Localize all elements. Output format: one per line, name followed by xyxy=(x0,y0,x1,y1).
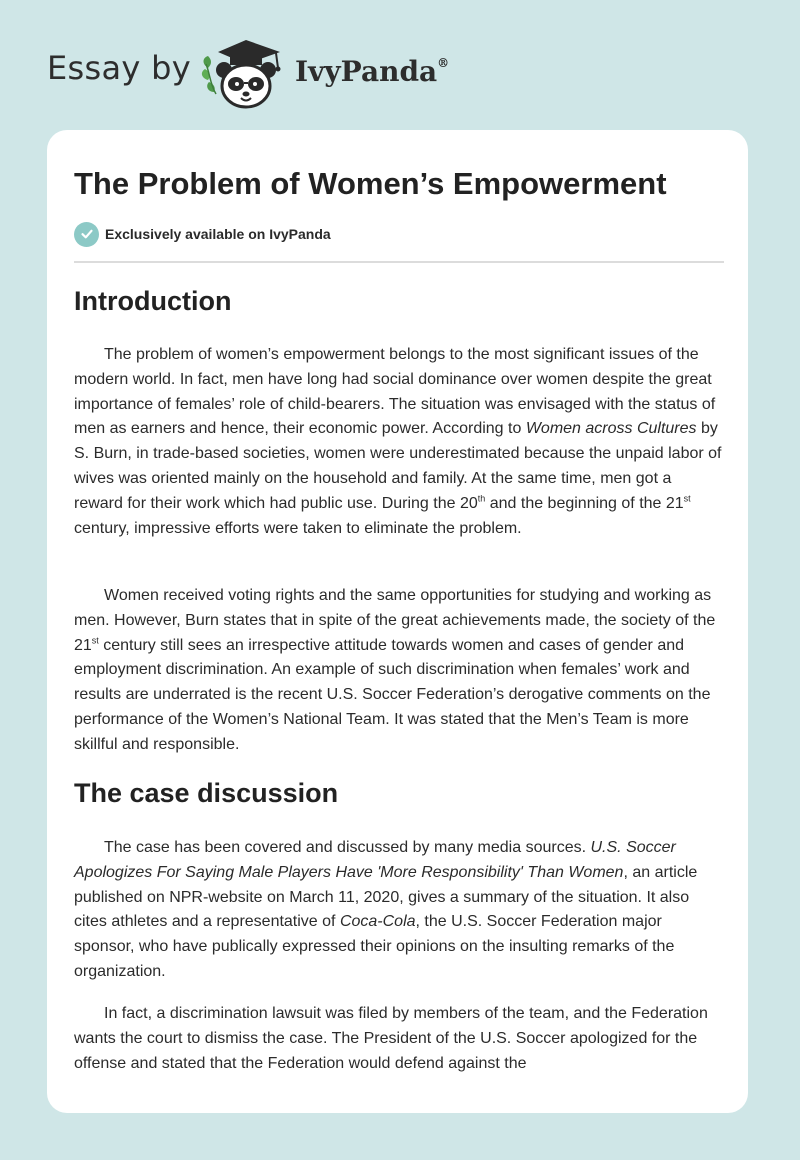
exclusive-badge xyxy=(74,221,331,247)
badge-label: Exclusively available on IvyPanda xyxy=(105,226,331,242)
brand-prefix: Essay by xyxy=(47,49,191,87)
panda-graduate-icon[interactable] xyxy=(200,34,292,110)
section-heading-case-discussion: The case discussion xyxy=(74,778,339,808)
check-icon xyxy=(74,222,99,247)
registered-mark: ® xyxy=(437,55,450,70)
page-title: The Problem of Women’s Empowerment xyxy=(74,166,667,201)
brand-name[interactable]: IvyPanda® xyxy=(295,55,450,88)
paragraph: The problem of women’s empowerment belongs to the most significant issues of the modern world. In fact, men have long had social dominance over women despite the great importance of females’ role of child-bearers. The situation was envisaged with the status of men as earners and hence, their economic power. According to Women across Cultures by S. Burn, in trade-based societies, women were underestimated because the unpaid labor of wives was oriented mainly on the household and family. At the same time, men got a reward for their work which had public use. During the 20th and the beginning of the 21st century, impressive efforts were taken to eliminate the problem. xyxy=(74,346,722,537)
essay-card xyxy=(47,130,748,1113)
paragraph: In fact, a discrimination lawsuit was filed by members of the team, and the Federation wants the court to dismiss the case. The President of the U.S. Soccer apologized for the offense and stated that the Federation would defend against the xyxy=(74,1005,708,1072)
paragraph: The case has been covered and discussed by many media sources. U.S. Soccer Apologizes For Saying Male Players Have 'More Responsibility' Than Women, an article published on NPR-website on March 11, 2020, gives a summary of the situation. It also cites athletes and a representative of Coca-Cola, the U.S. Soccer Federation major sponsor, who have publically expressed their opinions on the insulting remarks of the organization. xyxy=(74,839,698,980)
site-header xyxy=(0,0,800,130)
title-divider xyxy=(74,261,724,263)
section-heading-introduction: Introduction xyxy=(74,286,232,316)
paragraph: Women received voting rights and the same opportunities for studying and working as men. However, Burn states that in spite of the great achievements made, the society of the 21st century still sees an irrespective attitude towards women and cases of gender and employment discrimination. An example of such discrimination when females’ work and results are underrated is the recent U.S. Soccer Federation’s derogative comments on the performance of the Women’s National Team. It was stated that the Men’s Team is more skillful and responsible. xyxy=(74,587,716,753)
